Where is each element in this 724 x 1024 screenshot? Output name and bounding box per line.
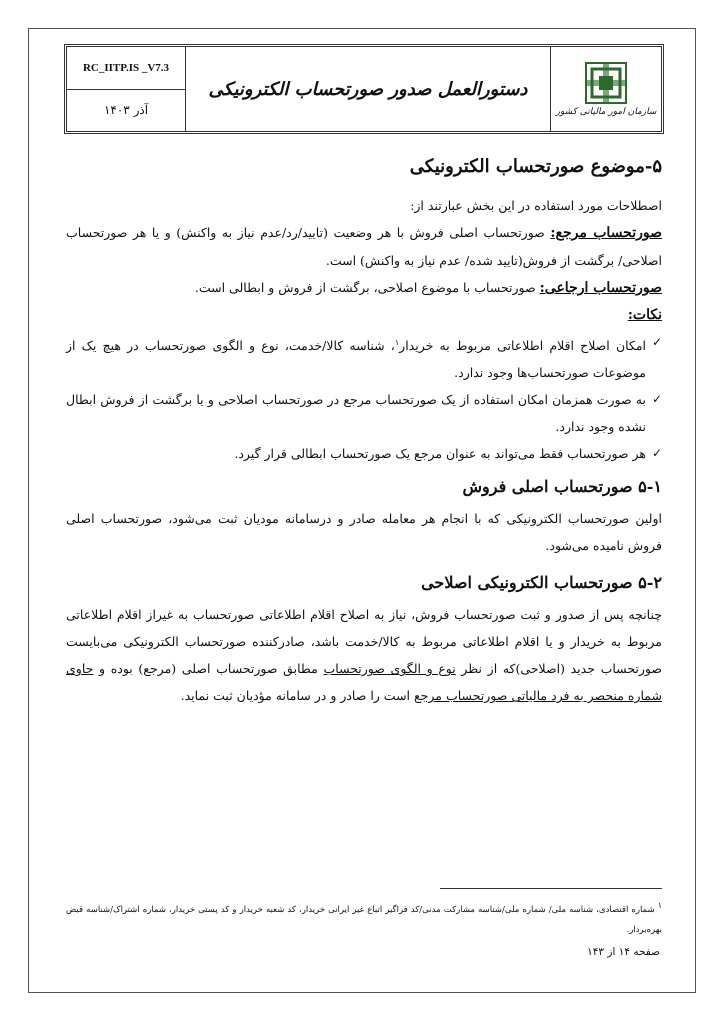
- org-name: سازمان امور مالیاتی کشور: [555, 107, 657, 117]
- check-icon: ✓: [651, 446, 662, 461]
- footnote-divider: [440, 888, 662, 889]
- terms-intro: اصطلاحات مورد استفاده در این بخش عبارتند از:: [410, 198, 662, 213]
- referral-invoice-definition: صورتحساب ارجاعی: صورتحساب با موضوع اصلاحی، برگشت از فروش و ابطالی است.: [194, 280, 662, 296]
- document-body: [66, 152, 662, 709]
- check-icon: ✓: [651, 335, 662, 349]
- doc-date: آذر ۱۴۰۳: [103, 103, 149, 118]
- section-5-heading: ۵-موضوع صورتحساب الکترونیکی: [409, 156, 662, 177]
- check-icon: ✓: [651, 392, 662, 407]
- doc-code: RC_IITP.IS _V7.3: [67, 47, 185, 90]
- document-header: [64, 44, 664, 134]
- page-number: صفحه ۱۴ از ۱۴۳: [587, 946, 660, 958]
- header-meta: [67, 47, 186, 131]
- section-5-1-body: اولین صورتحساب الکترونیکی که با انجام هر معامله صادر و درسامانه مودیان ثبت می‌شود، صورتحساب اصلی فروش نامیده می‌شود.: [66, 511, 662, 554]
- footnote: $^۱$ شماره اقتصادی، شناسه ملی/ شماره ملی/شناسه مشارکت مدنی/کد فراگیر اتباع غیر ایرانی خریدار، کد شعبه خریدار و کد پستی خریدار، شماره اشتراک/شناسه قبض بهره‌بردار.: [66, 901, 662, 935]
- section-5-1-heading: ۵-۱ صورتحساب اصلی فروش: [462, 477, 662, 497]
- list-item: ✓ به صورت همزمان امکان استفاده از یک صورتحساب مرجع در صورتحساب اصلاحی و یا برگشت از فروش ابطال نشده وجود ندارد.: [66, 386, 646, 440]
- list-item: ✓ امکان اصلاح اقلام اطلاعاتی مربوط به خریدار$^۱$، شناسه کالا/خدمت، نوع و الگوی صورتحساب در هیچ یک از موضوعات صورتحساب‌ها وجود ندارد.: [66, 329, 646, 386]
- list-item: ✓ هر صورتحساب فقط می‌تواند به عنوان مرجع یک صورتحساب ابطالی قرار گیرد.: [66, 440, 646, 467]
- doc-title: دستورالعمل صدور صورتحساب الکترونیکی: [186, 47, 551, 131]
- tax-org-logo-icon: [584, 61, 628, 105]
- notes-list: [66, 329, 662, 467]
- reference-invoice-definition: صورتحساب مرجع: صورتحساب اصلی فروش با هر وضعیت (تایید/رد/عدم نیاز به واکنش) و یا هر صورتحساب اصلاحی/ برگشت از فروش(تایید شده/ عدم نیاز به واکنش) است.: [66, 225, 662, 268]
- section-5-2-body: چنانچه پس از صدور و ثبت صورتحساب فروش، نیاز به اصلاح اقلام اطلاعاتی صورتحساب به غیراز اقلام اطلاعاتی مربوط به خریدار و یا اقلام اطلاعاتی مربوط به کالا/خدمت باشد، صادرکننده صورتحساب الکترونیکی می‌بایست صورتحساب جدید (اصلاحی)که از نظر نوع و الگوی صورتحساب مطابق صورتحساب اصلی (مرجع) بوده و حاوی شماره منحصر به فرد مالیاتی صورتحساب مرجع است را صادر و در سامانه مؤدیان ثبت نماید.: [66, 607, 662, 704]
- section-5-2-heading: ۵-۲ صورتحساب الکترونیکی اصلاحی: [421, 573, 662, 593]
- reference-invoice-term: صورتحساب مرجع:: [550, 225, 662, 241]
- footnote-ref: ۱: [394, 338, 400, 347]
- org-logo-block: [551, 47, 661, 131]
- referral-invoice-term: صورتحساب ارجاعی:: [539, 280, 662, 296]
- notes-title: نکات:: [627, 307, 662, 323]
- footnote-number: ۱: [657, 901, 662, 910]
